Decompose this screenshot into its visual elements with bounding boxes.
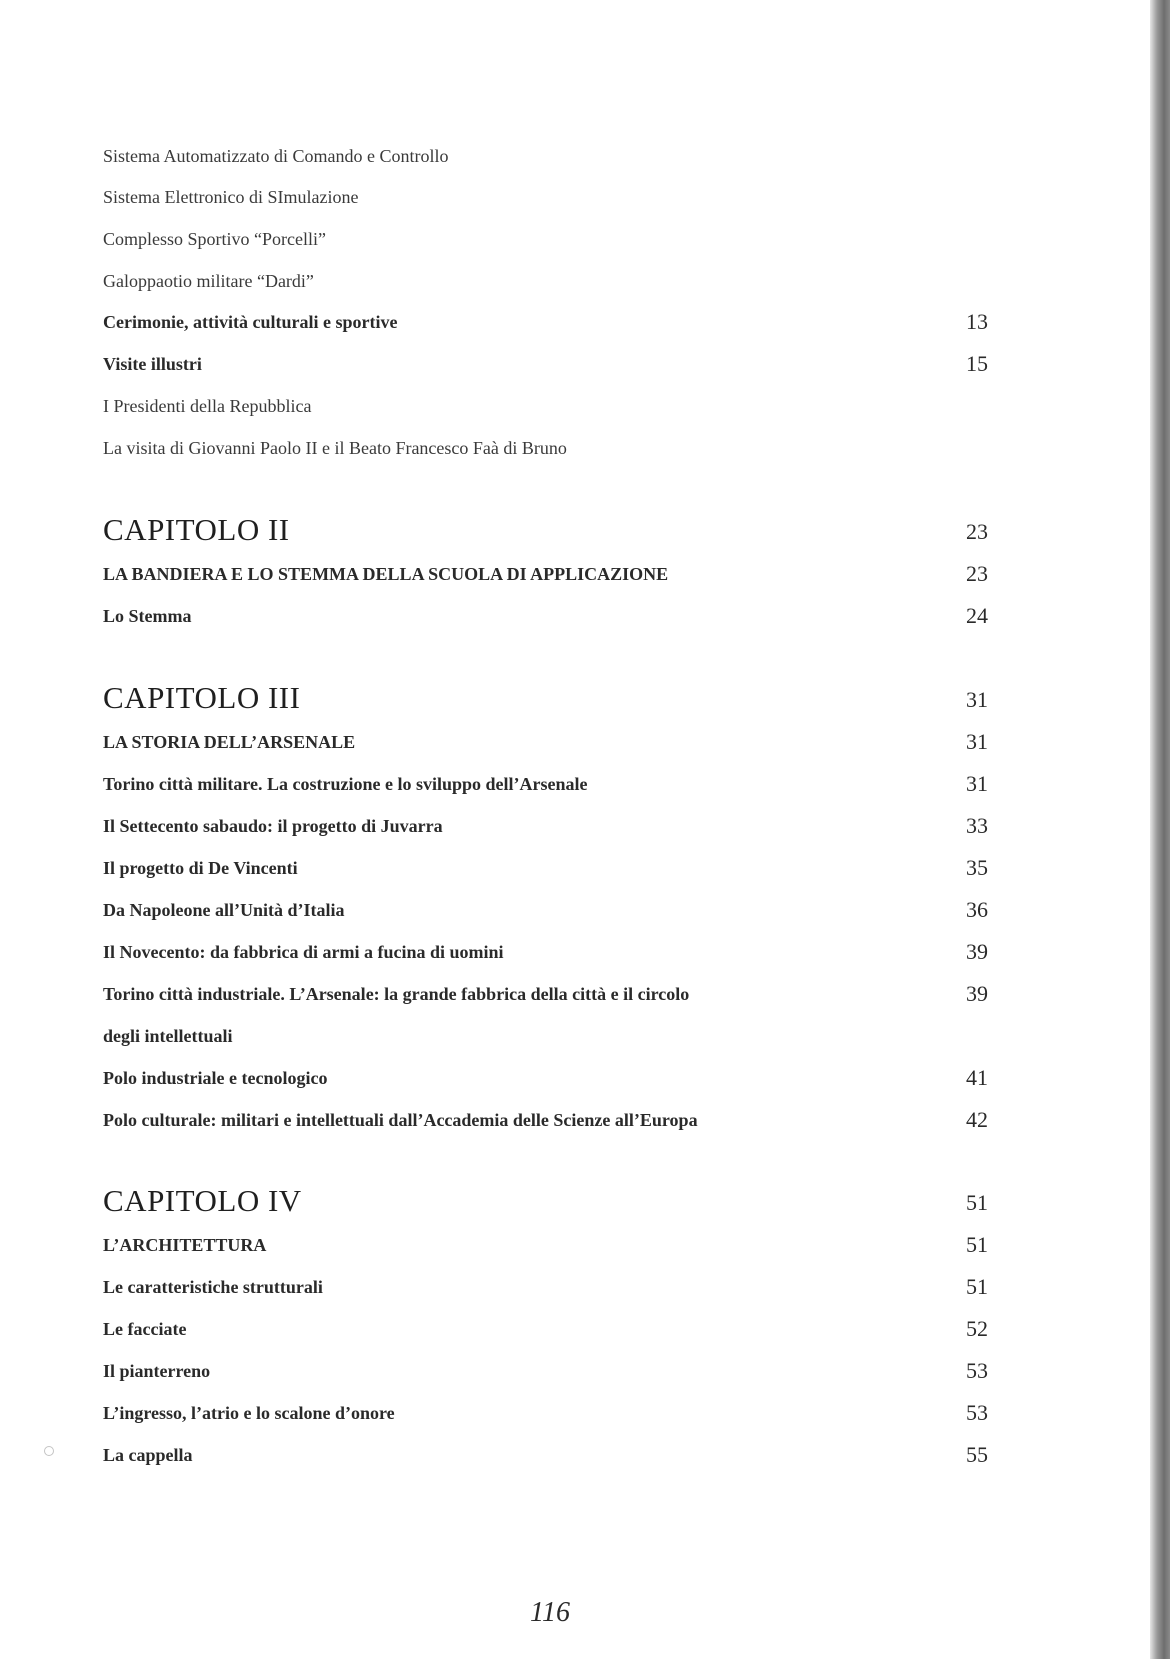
toc-entry-title: Visite illustri [103,354,202,374]
toc-entry [103,727,988,757]
toc-entry-page: 36 [966,897,988,922]
toc-entry [103,1105,988,1135]
toc-entry-page: 55 [966,1442,988,1467]
chapter-title: CAPITOLO II [103,512,290,547]
toc-entry [103,433,988,463]
toc-entry-page: 24 [966,603,988,628]
toc-entry [103,266,988,296]
toc-entry-continuation [103,1021,988,1051]
toc-entry [103,1272,988,1302]
toc-entry-title: degli intellettuali [103,1026,233,1046]
page-edge-shadow [1150,0,1170,1659]
toc-entry-title: I Presidenti della Repubblica [103,396,312,416]
toc-entry [103,895,988,925]
toc-entry-title: Polo industriale e tecnologico [103,1068,328,1088]
toc-entry-title: La cappella [103,1445,193,1465]
toc-entry-title: LA STORIA DELL’ARSENALE [103,732,356,752]
toc-entry-title: Complesso Sportivo “Porcelli” [103,229,326,249]
toc-entry-page: 51 [966,1274,988,1299]
toc-entry-title: Il Novecento: da fabbrica di armi a fucina di uomini [103,942,504,962]
toc-entry [103,182,988,212]
toc-entry [103,769,988,799]
toc-entry-title: L’ingresso, l’atrio e lo scalone d’onore [103,1403,395,1423]
toc-entry [103,811,988,841]
toc-entry [103,224,988,254]
toc-entry-page: 39 [966,981,988,1006]
toc-entry [103,307,988,337]
toc-entry-title: Il progetto di De Vincenti [103,858,298,878]
chapter-page: 51 [966,1190,988,1215]
toc-entry [103,559,988,589]
toc-entry [103,1230,988,1260]
toc-entry-title: Le facciate [103,1319,187,1339]
toc-entry-title: Da Napoleone all’Unità d’Italia [103,900,345,920]
toc-entry [103,979,988,1009]
toc-entry-page: 53 [966,1358,988,1383]
toc-entry-title: Il pianterreno [103,1361,211,1381]
toc-entry-title: Il Settecento sabaudo: il progetto di Juvarra [103,816,443,836]
toc-entry [103,853,988,883]
chapter-heading [103,508,988,552]
toc-entry-page: 39 [966,939,988,964]
toc-entry-page: 13 [966,309,988,334]
toc-entry [103,1356,988,1386]
toc-entry-page: 33 [966,813,988,838]
toc-entry-title: Cerimonie, attività culturali e sportive [103,312,398,332]
toc-entry-page: 31 [966,729,988,754]
chapter-heading [103,676,988,720]
toc-entry [103,391,988,421]
chapter-page: 31 [966,687,988,712]
toc-entry-page: 15 [966,351,988,376]
toc-entry [103,1063,988,1093]
toc-entry-title: Torino città industriale. L’Arsenale: la grande fabbrica della città e il circolo [103,984,690,1004]
chapter-title: CAPITOLO IV [103,1183,302,1218]
toc-entry-title: Galoppaotio militare “Dardi” [103,271,314,291]
toc-entry-page: 31 [966,771,988,796]
toc-entry-title: Lo Stemma [103,606,192,626]
page-number: 116 [530,1597,570,1628]
toc-entry-title: LA BANDIERA E LO STEMMA DELLA SCUOLA DI APPLICAZIONE [103,564,669,584]
toc-entry-title: L’ARCHITETTURA [103,1235,267,1255]
toc-entry [103,1314,988,1344]
chapter-heading [103,1179,988,1223]
toc-entry [103,349,988,379]
toc-entry-title: La visita di Giovanni Paolo II e il Beato Francesco Faà di Bruno [103,438,567,458]
toc-entry-page: 42 [966,1107,988,1132]
toc-entry-page: 35 [966,855,988,880]
toc-entry-page: 41 [966,1065,988,1090]
toc-entry-page: 53 [966,1400,988,1425]
toc-entry [103,141,988,171]
toc-entry-page: 51 [966,1232,988,1257]
scan-mark [44,1446,54,1456]
toc-entry [103,601,988,631]
toc-entry [103,937,988,967]
toc-entry [103,1398,988,1428]
chapter-page: 23 [966,519,988,544]
toc-entry-page: 23 [966,561,988,586]
chapter-title: CAPITOLO III [103,680,301,715]
toc-entry-title: Polo culturale: militari e intellettuali dall’Accademia delle Scienze all’Europa [103,1110,698,1130]
toc-entry-page: 52 [966,1316,988,1341]
toc-entry-title: Le caratteristiche strutturali [103,1277,323,1297]
toc-entry-title: Torino città militare. La costruzione e lo sviluppo dell’Arsenale [103,774,588,794]
toc-entry [103,1440,988,1470]
toc-entry-title: Sistema Elettronico di SImulazione [103,187,359,207]
toc-entry-title: Sistema Automatizzato di Comando e Controllo [103,146,449,166]
